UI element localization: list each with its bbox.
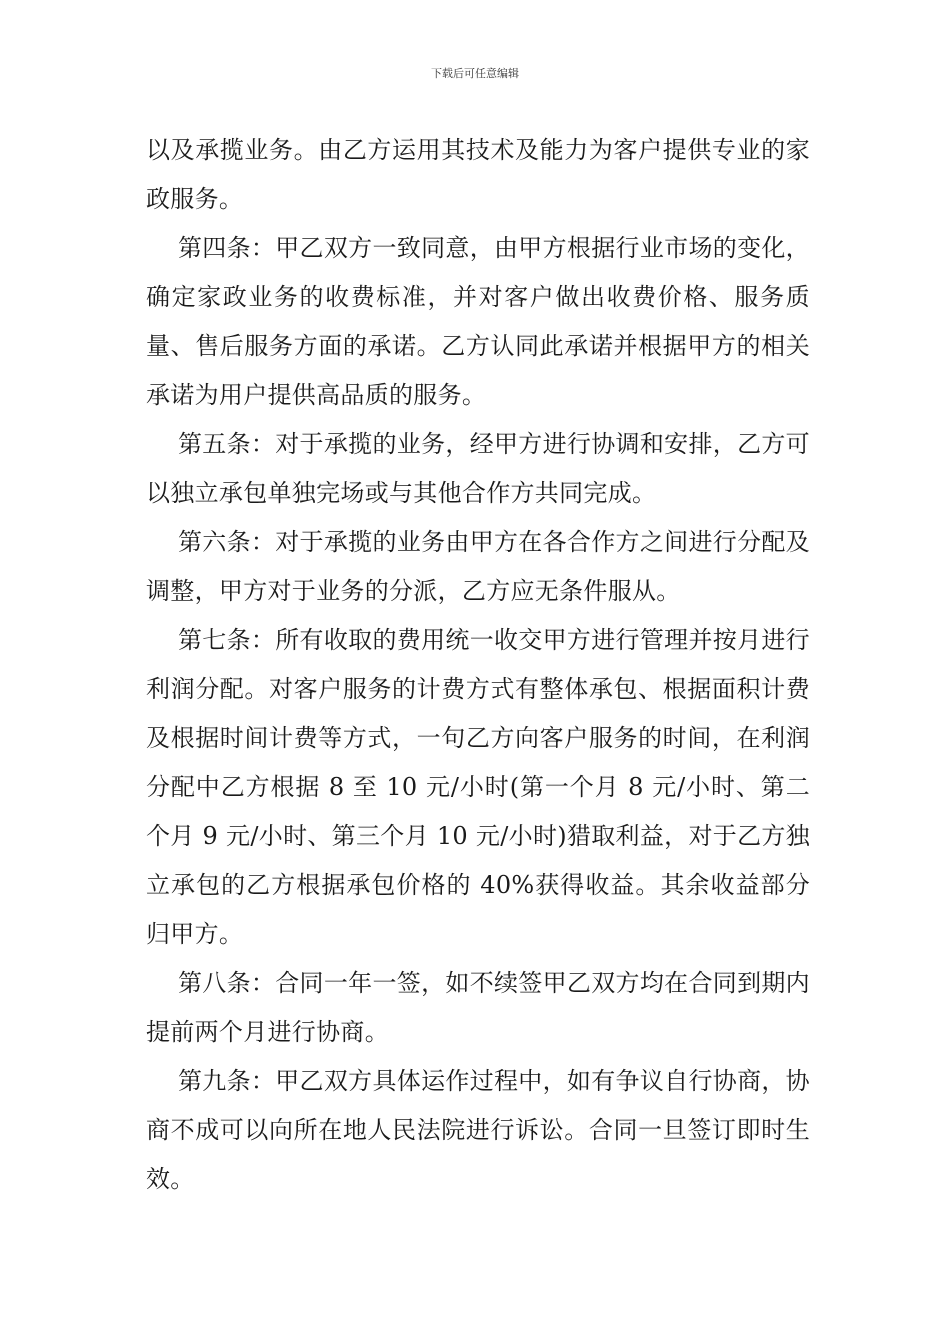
paragraph-article-8: 第八条：合同一年一签，如不续签甲乙双方均在合同到期内提前两个月进行协商。 (146, 969, 810, 1046)
page-header: 下载后可任意编辑 (431, 67, 519, 80)
document-body (146, 126, 810, 1204)
paragraph-continuation: 以及承揽业务。由乙方运用其技术及能力为客户提供专业的家政服务。 (146, 136, 810, 213)
paragraph-article-6: 第六条：对于承揽的业务由甲方在各合作方之间进行分配及调整，甲方对于业务的分派，乙方应无条件服从。 (146, 528, 810, 605)
paragraph-article-9: 第九条：甲乙双方具体运作过程中，如有争议自行协商，协商不成可以向所在地人民法院进行诉讼。合同一旦签订即时生效。 (146, 1067, 810, 1193)
paragraph-article-5: 第五条：对于承揽的业务，经甲方进行协调和安排，乙方可以独立承包单独完场或与其他合作方共同完成。 (146, 430, 810, 507)
paragraph-article-7: 第七条：所有收取的费用统一收交甲方进行管理并按月进行利润分配。对客户服务的计费方式有整体承包、根据面积计费及根据时间计费等方式，一句乙方向客户服务的时间，在利润分配中乙方根据 8 至 10 元/小时(第一个月 8 元/小时、第二个月 9 元/小时、第三个月 10 元/小时)猎取利益，对于乙方独立承包的乙方根据承包价格的 40%获得收益。其余收益部分归甲方。 (146, 626, 810, 948)
paragraph-article-4: 第四条：甲乙双方一致同意，由甲方根据行业市场的变化，确定家政业务的收费标准，并对客户做出收费价格、服务质量、售后服务方面的承诺。乙方认同此承诺并根据甲方的相关承诺为用户提供高品质的服务。 (146, 234, 810, 409)
